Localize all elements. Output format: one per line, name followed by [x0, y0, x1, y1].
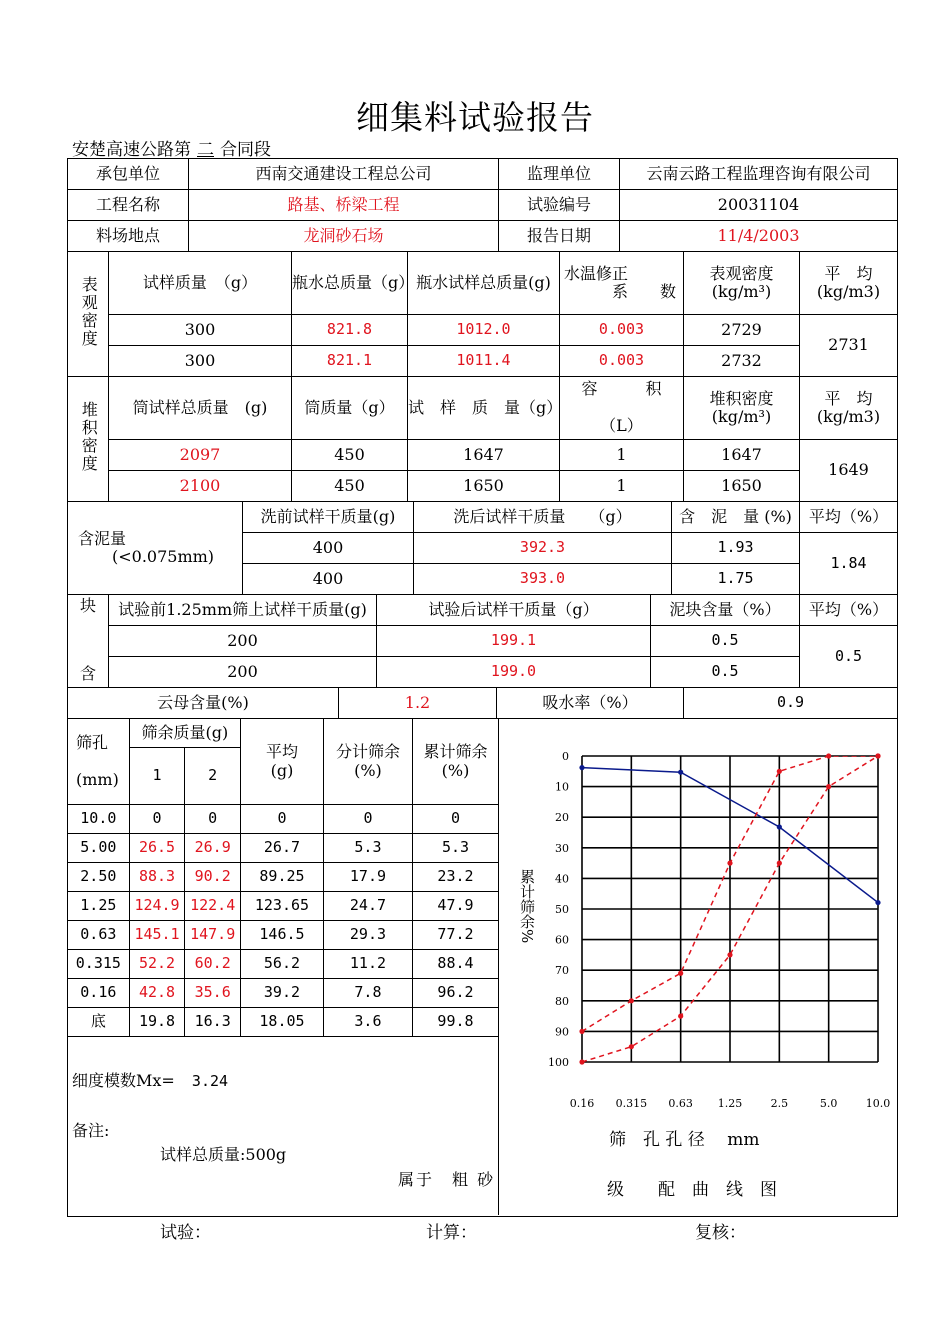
retained-2: 0 [185, 805, 241, 834]
retained-2: 60.2 [185, 950, 241, 979]
col-sample-mass: 试 样 质 量（g） [408, 377, 560, 440]
col-trial-1: 1 [129, 748, 185, 805]
contractor-label: 承包单位 [68, 159, 189, 190]
col-cylinder-mass: 筒质量（g） [292, 377, 408, 440]
sieve-row [68, 1008, 499, 1037]
y-tick-label: 100 [548, 1056, 569, 1069]
signature-review: 复核： [695, 1223, 746, 1243]
ad-r2-bottle: 821.1 [292, 346, 408, 377]
y-tick-label: 50 [555, 903, 569, 916]
series-point-1 [579, 765, 584, 770]
series-point-3 [777, 861, 782, 866]
bd-r1-sample: 1647 [408, 440, 560, 471]
col-bulk-density: 堆积密度(kg/m³) [684, 377, 800, 440]
notes-text: 试样总质量:500g [160, 1145, 287, 1164]
col-after-test: 试验后试样干质量（g） [377, 595, 651, 626]
retained-2: 16.3 [185, 1008, 241, 1037]
site-label: 料场地点 [68, 221, 189, 252]
retained-2: 122.4 [185, 892, 241, 921]
lump-avg: 0.5 [800, 626, 898, 688]
col-mud-content: 含 泥 量 (%) [672, 502, 800, 533]
signature-test: 试验： [160, 1223, 211, 1243]
bd-r2-sample: 1650 [408, 471, 560, 502]
fineness-label: 细度模数Mx= [72, 1071, 175, 1090]
ad-r2-temp: 0.003 [560, 346, 684, 377]
series-point-1 [875, 900, 880, 905]
mud-content-table [67, 501, 898, 595]
sieve-row [68, 950, 499, 979]
x-tick-label: 1.25 [717, 1097, 743, 1110]
bd-r1-cyl: 450 [292, 440, 408, 471]
bd-r1-density: 1647 [684, 440, 800, 471]
bulk-density-table [67, 376, 898, 502]
sieve-row [68, 805, 499, 834]
series-point-2 [579, 1029, 584, 1034]
retained-1: 19.8 [129, 1008, 185, 1037]
col-before-test: 试验前1.25mm筛上试样干质量(g) [109, 595, 377, 626]
bd-r2-vol: 1 [560, 471, 684, 502]
bulk-density-label: 堆积密度 [68, 377, 109, 502]
clay-lump-label: 块 含 [68, 595, 109, 688]
avg-mass: 89.25 [241, 863, 324, 892]
cumulative-retained: 47.9 [412, 892, 498, 921]
retained-1: 88.3 [129, 863, 185, 892]
mud-r2-after: 393.0 [414, 564, 672, 595]
mica-row [67, 687, 898, 719]
partial-retained: 11.2 [323, 950, 412, 979]
mud-r1-content: 1.93 [672, 533, 800, 564]
cumulative-retained: 96.2 [412, 979, 498, 1008]
partial-retained: 7.8 [323, 979, 412, 1008]
bd-avg: 1649 [800, 440, 898, 502]
lump-r2-before: 200 [109, 657, 377, 688]
bd-r2-total: 2100 [109, 471, 292, 502]
y-tick-label: 60 [555, 933, 569, 947]
col-apparent-avg: 平 均(kg/m3) [800, 252, 898, 315]
col-apparent-density: 表观密度(kg/m³) [684, 252, 800, 315]
col-sample-mass: 试样质量 （g） [109, 252, 292, 315]
classification: 属于 粗 砂 [398, 1170, 496, 1189]
sieve-size: 2.50 [68, 863, 130, 892]
chart-caption: 级 配 曲 线 图 [607, 1180, 777, 1200]
col-bulk-avg: 平 均(kg/m3) [800, 377, 898, 440]
mud-r2-before: 400 [243, 564, 414, 595]
bd-r2-cyl: 450 [292, 471, 408, 502]
series-point-3 [678, 1014, 683, 1019]
fineness-value: 3.24 [191, 1072, 229, 1090]
partial-retained: 5.3 [323, 834, 412, 863]
sieve-row [68, 863, 499, 892]
ad-r1-bottle: 821.8 [292, 315, 408, 346]
fineness-modulus [72, 1068, 228, 1091]
sieve-size: 10.0 [68, 805, 130, 834]
sieve-size: 5.00 [68, 834, 130, 863]
x-tick-label: 2.5 [770, 1097, 789, 1110]
series-point-2 [727, 861, 732, 866]
lump-r2-after: 199.0 [377, 657, 651, 688]
col-lump-avg: 平均（%） [800, 595, 898, 626]
mud-label: 含泥量 (<0.075mm) [68, 502, 243, 595]
col-trial-2: 2 [185, 748, 241, 805]
ad-avg: 2731 [800, 315, 898, 377]
sieve-size: 底 [68, 1008, 130, 1037]
ad-r1-density: 2729 [684, 315, 800, 346]
apparent-density-label: 表观密度 [68, 252, 109, 377]
series-point-1 [678, 770, 683, 775]
avg-mass: 123.65 [241, 892, 324, 921]
sieve-table [67, 718, 499, 1037]
series-point-2 [678, 971, 683, 976]
sieve-size: 0.315 [68, 950, 130, 979]
retained-1: 124.9 [129, 892, 185, 921]
x-tick-label: 0.315 [615, 1097, 648, 1110]
col-before-wash: 洗前试样干质量(g) [243, 502, 414, 533]
sieve-row [68, 979, 499, 1008]
gradation-chart [499, 719, 895, 1214]
mud-r1-after: 392.3 [414, 533, 672, 564]
apparent-density-table [67, 251, 898, 377]
col-retained-mass: 筛余质量(g) [129, 719, 240, 748]
ad-r2-mass: 300 [109, 346, 292, 377]
cumulative-retained: 88.4 [412, 950, 498, 979]
retained-2: 90.2 [185, 863, 241, 892]
x-tick-label: 10.0 [865, 1097, 891, 1110]
series-line-1 [582, 768, 891, 938]
bd-r2-density: 1650 [684, 471, 800, 502]
col-bottle-sample-mass: 瓶水试样总质量(g) [408, 252, 560, 315]
x-tick-label: 0.16 [569, 1097, 595, 1110]
cumulative-retained: 99.8 [412, 1008, 498, 1037]
col-bottle-water-mass: 瓶水总质量（g） [292, 252, 408, 315]
y-tick-label: 80 [555, 994, 569, 1008]
series-point-1 [777, 824, 782, 829]
avg-mass: 0 [241, 805, 324, 834]
retained-1: 26.5 [129, 834, 185, 863]
absorption-value: 0.9 [684, 688, 898, 719]
col-temp-correction: 水温修正 系 数 [560, 252, 684, 315]
partial-retained: 3.6 [323, 1008, 412, 1037]
sieve-size: 1.25 [68, 892, 130, 921]
retained-2: 26.9 [185, 834, 241, 863]
y-axis-label: 累计筛余% [518, 869, 536, 944]
mud-r1-before: 400 [243, 533, 414, 564]
contractor-value: 西南交通建设工程总公司 [189, 159, 499, 190]
avg-mass: 146.5 [241, 921, 324, 950]
bd-r1-total: 2097 [109, 440, 292, 471]
ad-r2-bottle-sample: 1011.4 [408, 346, 560, 377]
notes-label: 备注: [72, 1121, 110, 1140]
sieve-size: 0.16 [68, 979, 130, 1008]
partial-retained: 17.9 [323, 863, 412, 892]
sieve-row [68, 921, 499, 950]
y-tick-label: 70 [555, 964, 569, 978]
y-tick-label: 90 [555, 1025, 569, 1039]
ad-r1-mass: 300 [109, 315, 292, 346]
y-tick-label: 40 [555, 872, 569, 886]
lump-r1-after: 199.1 [377, 626, 651, 657]
x-axis-label: 筛 孔 孔 径 mm [609, 1130, 760, 1150]
absorption-label: 吸水率（%） [497, 688, 684, 719]
sieve-rows [68, 805, 499, 1037]
col-cumulative-retained: 累计筛余(%) [412, 719, 498, 805]
col-mud-avg: 平均（%） [800, 502, 898, 533]
lump-r2-content: 0.5 [651, 657, 800, 688]
retained-1: 52.2 [129, 950, 185, 979]
section-number: 二 [197, 140, 214, 160]
col-cylinder-total: 筒试样总质量 (g) [109, 377, 292, 440]
col-sieve-size: 筛孔 (mm) [68, 719, 130, 805]
retained-1: 42.8 [129, 979, 185, 1008]
retained-1: 0 [129, 805, 185, 834]
mud-r2-content: 1.75 [672, 564, 800, 595]
supervisor-label: 监理单位 [499, 159, 620, 190]
retained-2: 147.9 [185, 921, 241, 950]
site-value: 龙洞砂石场 [189, 221, 499, 252]
x-tick-label: 0.63 [668, 1097, 693, 1110]
contract-subtitle [72, 135, 271, 160]
page-title: 细集料试验报告 [356, 98, 594, 137]
sieve-row [68, 834, 499, 863]
ad-r1-bottle-sample: 1012.0 [408, 315, 560, 346]
partial-retained: 0 [323, 805, 412, 834]
series-point-2 [629, 998, 634, 1003]
date-label: 报告日期 [499, 221, 620, 252]
project-value: 路基、桥梁工程 [189, 190, 499, 221]
series-point-3 [875, 753, 880, 758]
clay-lump-table [67, 594, 898, 688]
partial-retained: 24.7 [323, 892, 412, 921]
subtitle-suffix: 合同段 [220, 140, 271, 160]
date-value: 11/4/2003 [620, 221, 898, 252]
signature-calc: 计算： [426, 1223, 477, 1243]
series-point-2 [826, 753, 831, 758]
test-no-label: 试验编号 [499, 190, 620, 221]
retained-1: 145.1 [129, 921, 185, 950]
cumulative-retained: 77.2 [412, 921, 498, 950]
cumulative-retained: 23.2 [412, 863, 498, 892]
series-point-2 [777, 769, 782, 774]
mica-label: 云母含量(%) [68, 688, 339, 719]
mud-avg: 1.84 [800, 533, 898, 595]
ad-r1-temp: 0.003 [560, 315, 684, 346]
y-tick-label: 30 [555, 841, 569, 855]
series-point-3 [579, 1059, 584, 1064]
col-avg-mass: 平均 (g) [241, 719, 324, 805]
ad-r2-density: 2732 [684, 346, 800, 377]
col-after-wash: 洗后试样干质量 （g） [414, 502, 672, 533]
avg-mass: 39.2 [241, 979, 324, 1008]
avg-mass: 26.7 [241, 834, 324, 863]
y-tick-label: 10 [555, 780, 569, 794]
project-label: 工程名称 [68, 190, 189, 221]
y-tick-label: 0 [562, 750, 569, 763]
col-volume: 容 积 （L） [560, 377, 684, 440]
y-tick-label: 20 [555, 811, 569, 825]
avg-mass: 56.2 [241, 950, 324, 979]
sieve-size: 0.63 [68, 921, 130, 950]
cumulative-retained: 0 [412, 805, 498, 834]
mica-value: 1.2 [339, 688, 497, 719]
test-no-value: 20031104 [620, 190, 898, 221]
subtitle-prefix: 安楚高速公路第 [72, 140, 191, 160]
lump-r1-content: 0.5 [651, 626, 800, 657]
series-point-3 [826, 784, 831, 789]
bd-r1-vol: 1 [560, 440, 684, 471]
supervisor-value: 云南云路工程监理咨询有限公司 [620, 159, 898, 190]
col-lump-content: 泥块含量（%） [651, 595, 800, 626]
x-tick-label: 5.0 [819, 1097, 838, 1110]
partial-retained: 29.3 [323, 921, 412, 950]
retained-2: 35.6 [185, 979, 241, 1008]
avg-mass: 18.05 [241, 1008, 324, 1037]
series-point-3 [727, 952, 732, 957]
col-partial-retained: 分计筛余(%) [323, 719, 412, 805]
lump-r1-before: 200 [109, 626, 377, 657]
cumulative-retained: 5.3 [412, 834, 498, 863]
sieve-row [68, 892, 499, 921]
header-table [67, 158, 898, 252]
series-point-3 [629, 1044, 634, 1049]
